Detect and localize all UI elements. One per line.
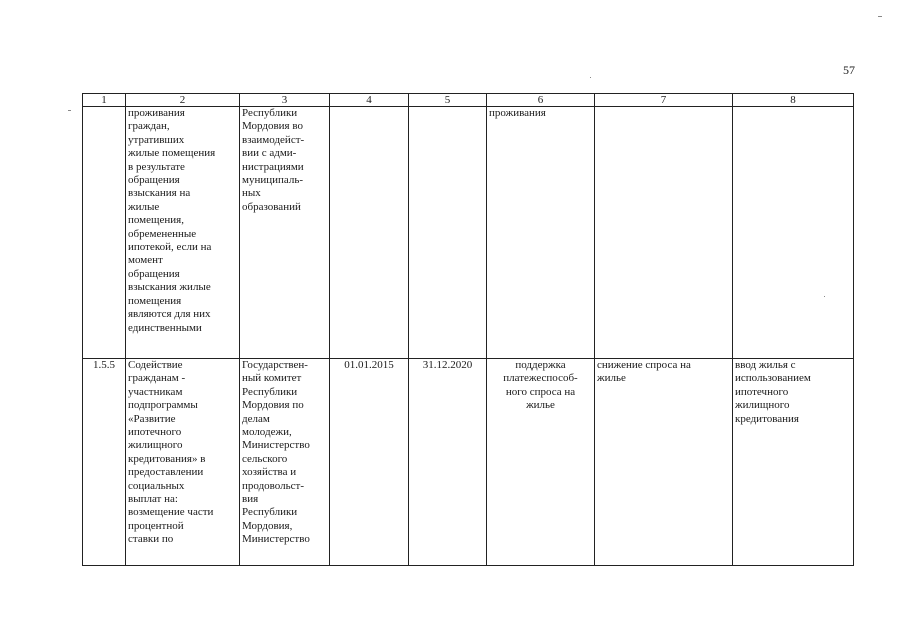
cell-expected-result: проживания bbox=[487, 107, 595, 359]
col-header-2: 2 bbox=[126, 94, 240, 107]
scan-speck bbox=[878, 16, 882, 17]
cell-consequence bbox=[595, 107, 733, 359]
cell-executor: Государствен- ный комитет Республики Мордовия по делам молодежи, Министерство сельского хозяйства и продовольст- вия Республики Мордовия, Министерство bbox=[240, 359, 330, 566]
col-header-3: 3 bbox=[240, 94, 330, 107]
scan-speck bbox=[590, 77, 591, 78]
cell-expected-result: поддержка платежеспособ- ного спроса на жилье bbox=[487, 359, 595, 566]
cell-number: 1.5.5 bbox=[83, 359, 126, 566]
cell-event: проживания граждан, утративших жилые помещения в результате обращения взыскания на жилые помещения, обремененные ипотекой, если на момент обращения взыскания жилые помещения являются для них единственными bbox=[126, 107, 240, 359]
header-row bbox=[83, 94, 854, 107]
program-events-table bbox=[82, 93, 854, 566]
scan-speck bbox=[824, 296, 825, 297]
col-header-5: 5 bbox=[409, 94, 487, 107]
table-row bbox=[83, 359, 854, 566]
cell-start-date: 01.01.2015 bbox=[330, 359, 409, 566]
cell-number bbox=[83, 107, 126, 359]
col-header-6: 6 bbox=[487, 94, 595, 107]
cell-event: Содействие гражданам - участникам подпрограммы «Развитие ипотечного жилищного кредитования» в предоставлении социальных выплат на: возмещение части процентной ставки по bbox=[126, 359, 240, 566]
cell-end-date: 31.12.2020 bbox=[409, 359, 487, 566]
cell-start-date bbox=[330, 107, 409, 359]
scan-speck bbox=[68, 110, 71, 111]
table-row bbox=[83, 107, 854, 359]
col-header-8: 8 bbox=[733, 94, 854, 107]
cell-executor: Республики Мордовия во взаимодейст- вии с адми- нистрациями муниципаль- ных образований bbox=[240, 107, 330, 359]
col-header-4: 4 bbox=[330, 94, 409, 107]
cell-end-date bbox=[409, 107, 487, 359]
page-number: 57 bbox=[843, 63, 855, 77]
cell-indicator: ввод жилья с использованием ипотечного жилищного кредитования bbox=[733, 359, 854, 566]
col-header-1: 1 bbox=[83, 94, 126, 107]
col-header-7: 7 bbox=[595, 94, 733, 107]
cell-consequence: снижение спроса на жилье bbox=[595, 359, 733, 566]
cell-indicator bbox=[733, 107, 854, 359]
